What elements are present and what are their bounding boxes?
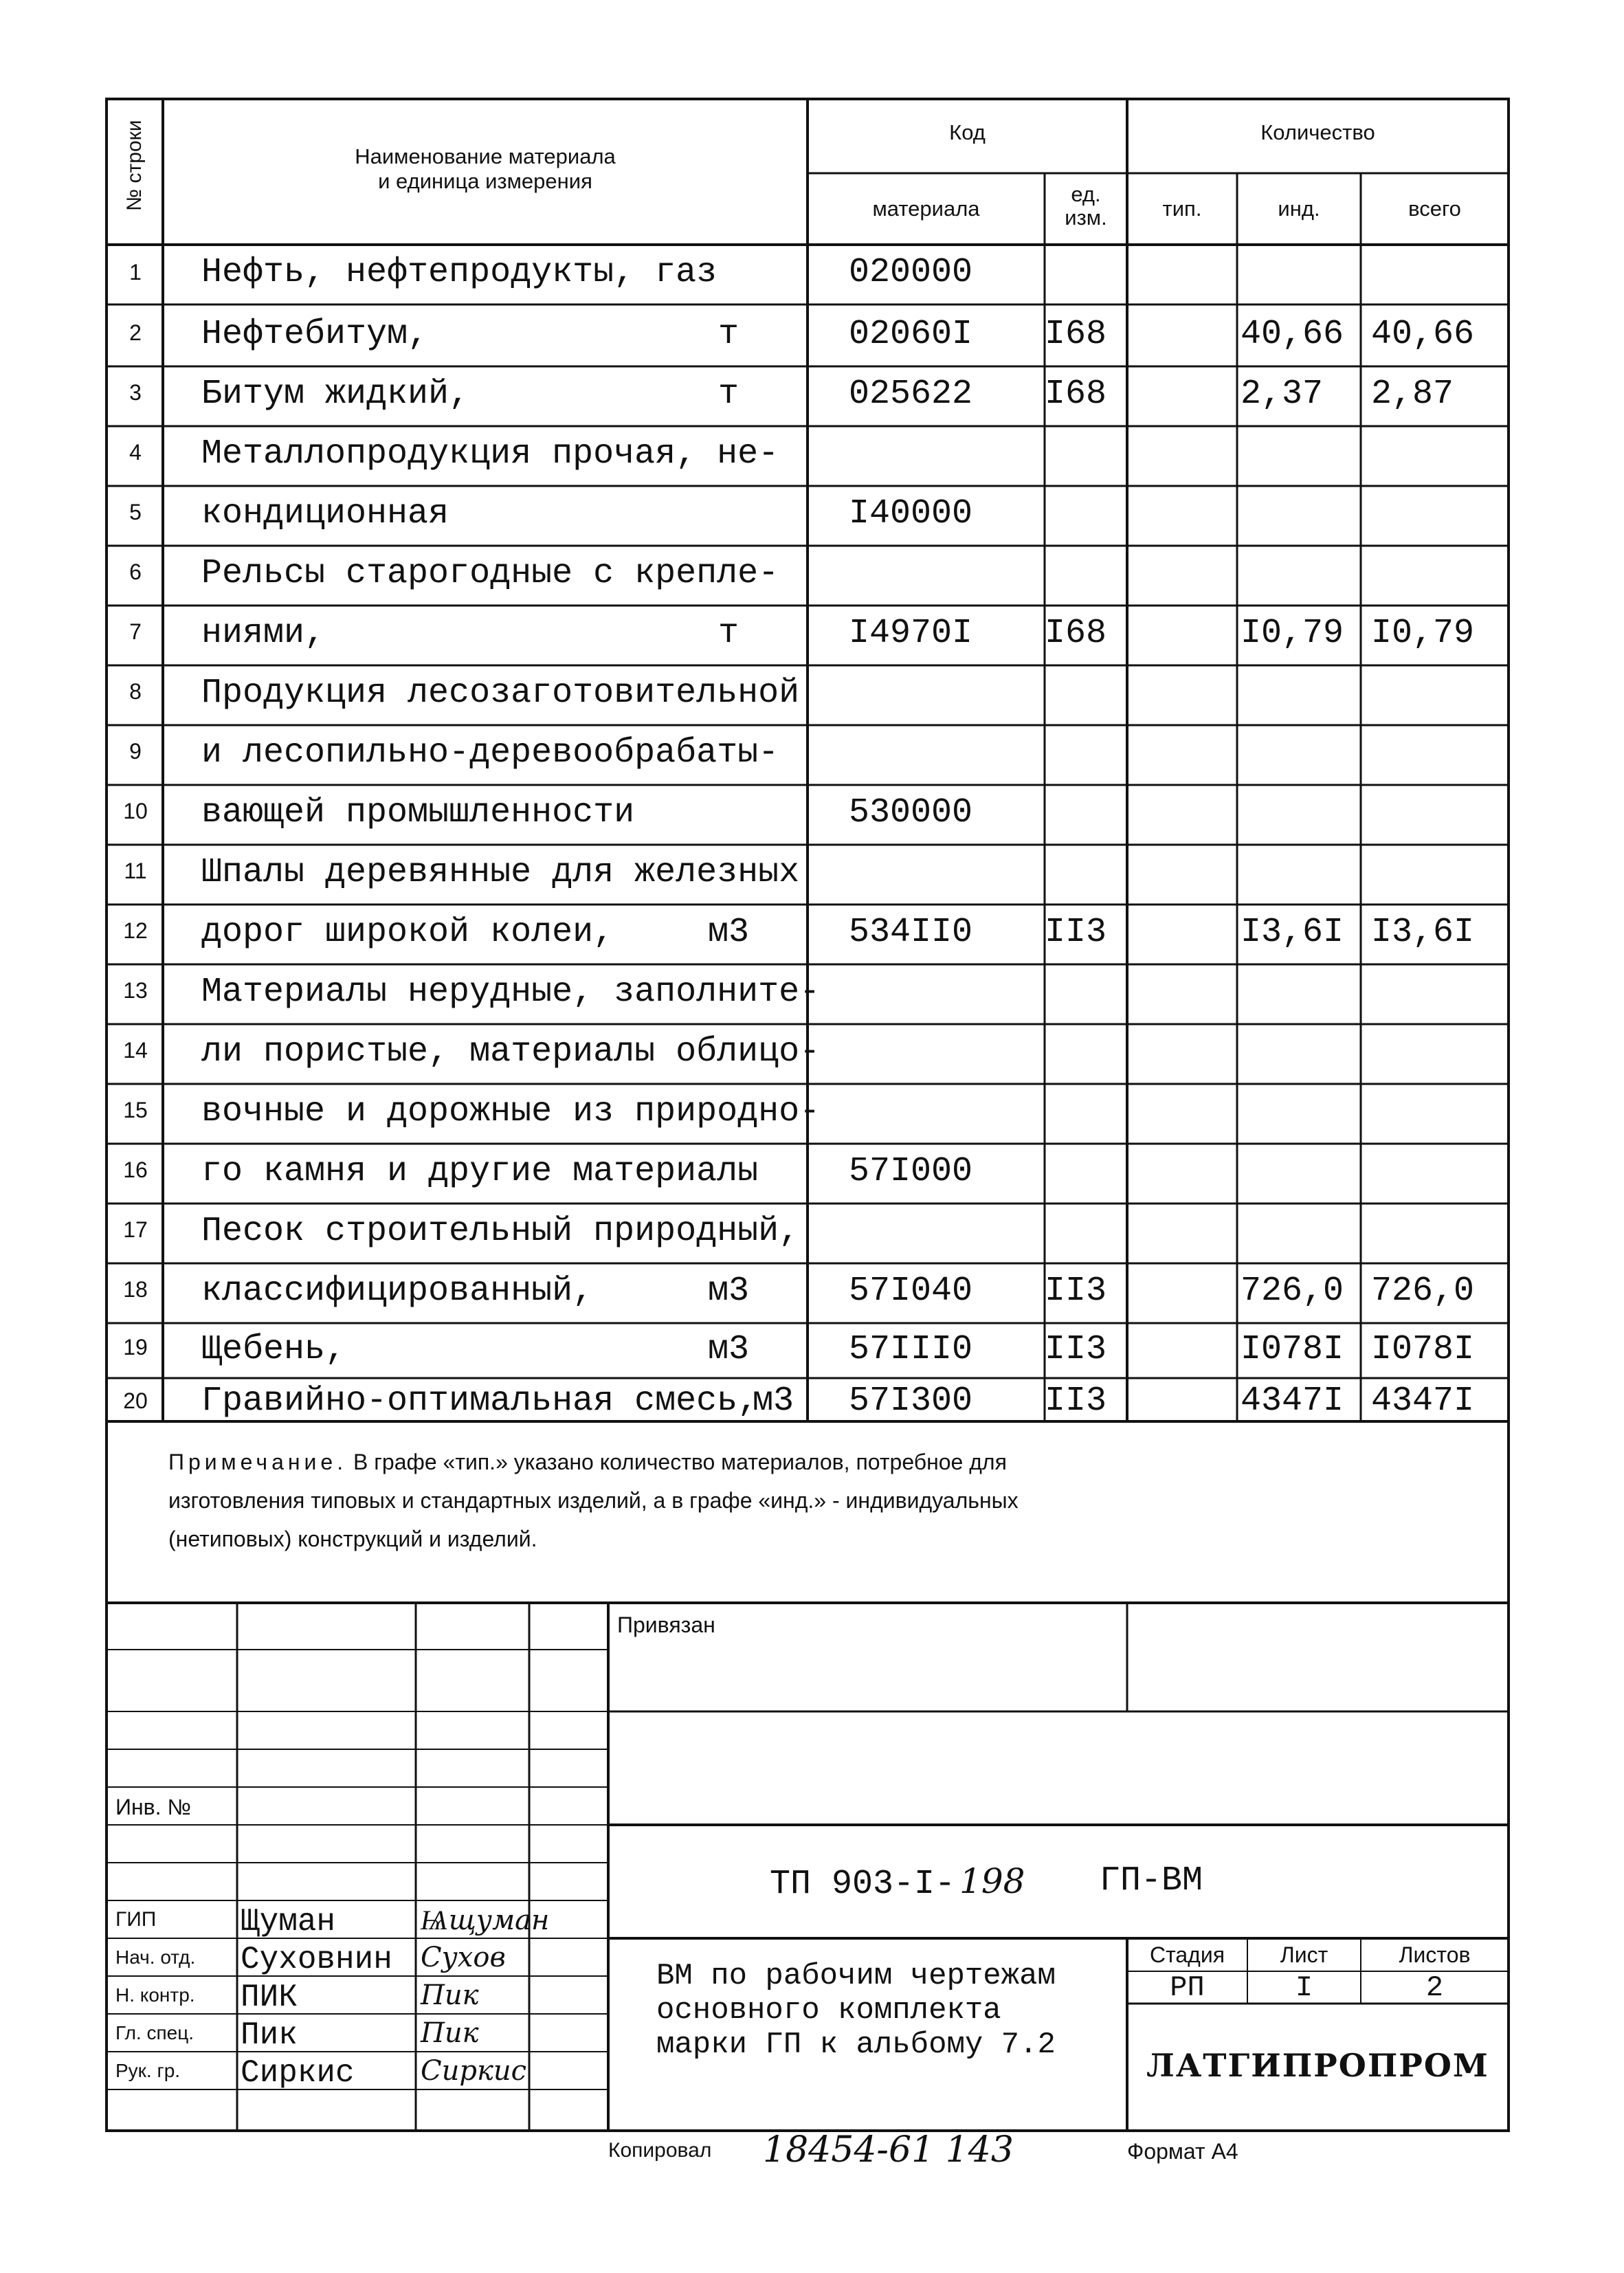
material-code: 57III0 — [849, 1330, 973, 1369]
signature: Сухов — [421, 1942, 506, 1973]
quantity-group-header: Количество — [1260, 120, 1375, 144]
row-number: 2 — [129, 320, 142, 345]
row-number: 18 — [123, 1277, 148, 1302]
material-code: 534II0 — [849, 913, 973, 952]
material-name: Песок строительный природный, — [201, 1212, 800, 1251]
row-number: 16 — [123, 1157, 148, 1182]
document-code-handwritten-number: 198 — [959, 1861, 1025, 1901]
note-lead: Примечание. — [168, 1450, 348, 1474]
ind-quantity: 2,37 — [1241, 375, 1324, 414]
material-name: и лесопильно-деревообрабаты- — [201, 733, 779, 773]
row-number: 7 — [129, 619, 142, 644]
row-number: 5 — [129, 500, 142, 524]
total-header: всего — [1408, 197, 1461, 221]
note-line-3: (нетиповых) конструкций и изделий. — [168, 1527, 537, 1551]
row-number: 20 — [123, 1388, 148, 1413]
unit-of-measure: т — [718, 315, 739, 354]
stage-value: РП — [1170, 1971, 1205, 2004]
format-label: Формат А4 — [1127, 2139, 1238, 2164]
row-number: 15 — [123, 1098, 148, 1122]
material-code: 57I000 — [849, 1152, 973, 1191]
typ-header: тип. — [1162, 197, 1202, 221]
total-quantity: 726,0 — [1371, 1272, 1475, 1311]
name-column-header: Наименование материала и единица измерения — [355, 144, 616, 193]
material-name: вочные и дорожные из природно- — [201, 1092, 821, 1131]
material-code: I40000 — [849, 494, 973, 533]
row-number: 3 — [129, 380, 142, 405]
document-code — [770, 1861, 1025, 1904]
unit-code: I68 — [1045, 614, 1107, 653]
sheet-label: Лист — [1280, 1942, 1328, 1967]
role-label: ГИП — [115, 1908, 157, 1931]
role-label: Гл. спец. — [115, 2022, 194, 2043]
row-number: 14 — [123, 1038, 148, 1063]
signature: Сиркис — [421, 2055, 527, 2087]
unit-code: I68 — [1045, 375, 1107, 414]
material-name: Продукция лесозаготовительной — [201, 674, 800, 713]
note-text — [168, 1443, 1007, 1481]
material-code: 02060I — [849, 315, 973, 354]
person-name: Пик — [241, 2017, 298, 2053]
unit-code: II3 — [1045, 913, 1107, 952]
row-number: 4 — [129, 440, 142, 465]
row-number: 12 — [123, 918, 148, 943]
material-name: Битум жидкий, — [201, 375, 470, 414]
document-code-prefix: ТП 903-I- — [770, 1865, 956, 1904]
ind-header: инд. — [1278, 197, 1320, 221]
row-number: 8 — [129, 679, 142, 704]
ind-quantity: I0,79 — [1241, 614, 1344, 653]
material-name: го камня и другие материалы — [201, 1152, 759, 1191]
material-name: Гравийно-оптимальная смесь, — [201, 1382, 759, 1421]
row-number: 11 — [124, 858, 147, 883]
stage-label: Стадия — [1149, 1942, 1225, 1967]
total-quantity: I0,79 — [1371, 614, 1475, 653]
total-quantity: 40,66 — [1371, 315, 1475, 354]
signature: Пик — [421, 1980, 479, 2011]
material-name: Материалы нерудные, заполните- — [201, 973, 821, 1012]
material-name: Щебень, — [201, 1330, 346, 1369]
document-description: ВМ по рабочим чертежам основного комплекта марки ГП к альбому 7.2 — [656, 1959, 1056, 2062]
row-number: 10 — [123, 799, 148, 823]
material-name: Шпалы деревянные для железных — [201, 853, 800, 892]
ind-quantity: 4347I — [1241, 1382, 1344, 1421]
material-name: Рельсы старогодные с крепле- — [201, 554, 779, 593]
material-code: 025622 — [849, 375, 973, 414]
row-number: 6 — [129, 559, 142, 584]
document-mark: ГП-ВМ — [1100, 1861, 1203, 1900]
unit-of-measure: м3 — [708, 913, 750, 952]
material-name: вающей промышленности — [201, 793, 635, 832]
material-code: 020000 — [849, 253, 973, 292]
total-quantity: 2,87 — [1371, 375, 1454, 414]
organization-name: ЛАТГИПРОПРОМ — [1146, 2047, 1489, 2084]
code-group-header: Код — [949, 120, 986, 144]
role-label: Рук. гр. — [115, 2060, 181, 2081]
material-code-header: материала — [872, 197, 980, 221]
unit-of-measure: м3 — [753, 1382, 794, 1421]
signature: Ѩщуман — [421, 1905, 550, 1936]
sheet-value: I — [1295, 1971, 1313, 2004]
material-code: I4970I — [849, 614, 973, 653]
sheets-value: 2 — [1425, 1971, 1444, 2004]
material-name: ли пористые, материалы облицо- — [201, 1032, 821, 1072]
unit-code: II3 — [1045, 1272, 1107, 1311]
material-name: дорог широкой колеи, — [201, 913, 614, 952]
sheets-label: Листов — [1399, 1942, 1471, 1967]
unit-of-measure: т — [718, 614, 739, 653]
unit-of-measure: м3 — [708, 1272, 750, 1311]
material-name: Металлопродукция прочая, не- — [201, 434, 779, 474]
ind-quantity: 40,66 — [1241, 315, 1344, 354]
row-number: 13 — [123, 978, 148, 1003]
note-line-2: изготовления типовых и стандартных изделий, а в графе «инд.» - индивидуальных — [168, 1488, 1019, 1513]
material-name: ниями, — [201, 614, 326, 653]
row-number: 19 — [123, 1335, 148, 1360]
material-code: 57I300 — [849, 1382, 973, 1421]
material-name: классифицированный, — [201, 1272, 594, 1311]
role-label: Н. контр. — [115, 1984, 195, 2006]
total-quantity: 4347I — [1371, 1382, 1475, 1421]
unit-of-measure: т — [718, 375, 739, 414]
row-number: 1 — [129, 260, 142, 285]
copied-label: Копировал — [608, 2139, 712, 2162]
unit-code-header: ед. изм. — [1065, 182, 1107, 230]
person-name: Сиркис — [241, 2055, 355, 2091]
row-number: 17 — [123, 1217, 148, 1242]
row-number: 9 — [129, 739, 142, 764]
material-name: кондиционная — [201, 494, 449, 533]
copied-handwritten-number: 18454-61 143 — [763, 2129, 1014, 2171]
unit-code: II3 — [1045, 1382, 1107, 1421]
role-label: Нач. отд. — [115, 1947, 196, 1968]
privyazan-label: Привязан — [617, 1612, 715, 1637]
material-name: Нефть, нефтепродукты, газ — [201, 253, 718, 292]
material-name: Нефтебитум, — [201, 315, 429, 354]
person-name: Суховнин — [241, 1942, 392, 1977]
ind-quantity: I078I — [1241, 1330, 1344, 1369]
person-name: Щуман — [241, 1904, 336, 1940]
total-quantity: I3,6I — [1371, 913, 1475, 952]
note-line-1: В графе «тип.» указано количество материалов, потребное для — [347, 1450, 1007, 1474]
signature: Пик — [421, 2017, 479, 2049]
total-quantity: I078I — [1371, 1330, 1475, 1369]
row-number-header: № строки — [123, 120, 146, 211]
unit-code: I68 — [1045, 315, 1107, 354]
material-code: 530000 — [849, 793, 973, 832]
unit-of-measure: м3 — [708, 1330, 750, 1369]
unit-code: II3 — [1045, 1330, 1107, 1369]
ind-quantity: I3,6I — [1241, 913, 1344, 952]
person-name: ПИК — [241, 1980, 298, 2015]
material-code: 57I040 — [849, 1272, 973, 1311]
inventory-number-label: Инв. № — [115, 1795, 191, 1819]
ind-quantity: 726,0 — [1241, 1272, 1344, 1311]
